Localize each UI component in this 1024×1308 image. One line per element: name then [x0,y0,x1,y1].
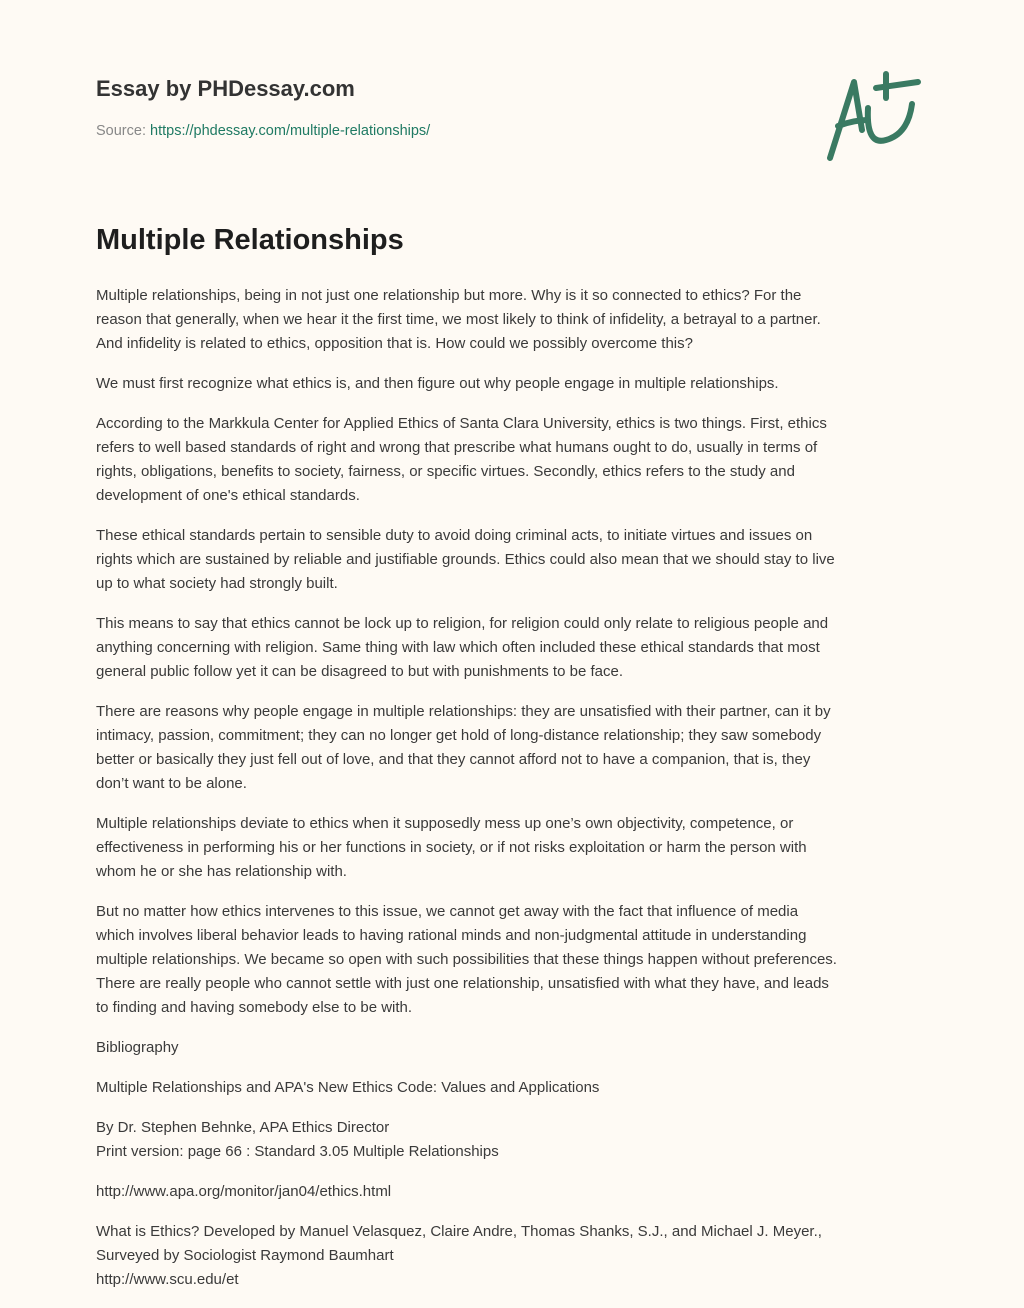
paragraph-line: And infidelity is related to ethics, opposition that is. How could we possibly overcome this? [96,335,693,352]
paragraph-line: There are reasons why people engage in multiple relationships: they are unsatisfied with their partner, can it by [96,703,831,720]
paragraph-line: Surveyed by Sociologist Raymond Baumhart [96,1247,394,1264]
source-line [96,123,430,139]
paragraph-line: Multiple relationships, being in not just one relationship but more. Why is it so connected to ethics? For the [96,287,802,304]
paragraph-line: intimacy, passion, commitment; they can no longer get hold of long-distance relationship; they saw somebody [96,727,822,744]
paragraph [96,372,936,396]
essay-title: Multiple Relationships [96,224,404,256]
paragraph-line: Multiple relationships deviate to ethics when it supposedly mess up one’s own objectivity, competence, or [96,815,794,832]
paragraph-line: According to the Markkula Center for Applied Ethics of Santa Clara University, ethics is two things. First, ethics [96,415,827,432]
paragraph [96,700,936,796]
paragraph [96,1180,936,1204]
paragraph-line: effectiveness in performing his or her functions in society, or if not risks exploitation or harm the person with [96,839,807,856]
paragraph-line: reason that generally, when we hear it the first time, we most likely to think of infidelity, a betrayal to a partner. [96,311,821,328]
paragraph-line: http://www.apa.org/monitor/jan04/ethics.html [96,1183,392,1200]
paragraph [96,1220,936,1292]
essay-body [96,284,936,1308]
paragraph-line: There are really people who cannot settle with just one relationship, unsatisfied with what they have, and leads [96,975,829,992]
paragraph-line: up to what society had strongly built. [96,575,338,592]
paragraph-line: This means to say that ethics cannot be lock up to religion, for religion could only relate to religious people and [96,615,829,632]
paragraph-line: rights, obligations, benefits to society, fairness, or specific virtues. Secondly, ethics refers to the study and [96,463,795,480]
paragraph [96,524,936,596]
paragraph [96,612,936,684]
source-label: Source: [96,123,146,139]
paragraph-line: rights which are sustained by reliable and justifiable grounds. Ethics could also mean that we should stay to live [96,551,835,568]
paragraph [96,900,936,1020]
paragraph-line: whom he or she has relationship with. [96,863,347,880]
paragraph-line: don’t want to be alone. [96,775,247,792]
paragraph-line: development of one's ethical standards. [96,487,360,504]
paragraph-line: anything concerning with religion. Same thing with law which often included these ethical standards that most [96,639,820,656]
paragraph [96,1076,936,1100]
paragraph [96,284,936,356]
paragraph-line: By Dr. Stephen Behnke, APA Ethics Director [96,1119,390,1136]
paragraph-line: to finding and having somebody else to be with. [96,999,413,1016]
paragraph [96,812,936,884]
paragraph-line: refers to well based standards of right and wrong that prescribe what humans ought to do, usually in terms of [96,439,818,456]
paragraph [96,1036,936,1060]
site-brand: Essay by PHDessay.com [96,76,355,101]
paragraph-line: Bibliography [96,1039,179,1056]
paragraph-line: Multiple Relationships and APA's New Ethics Code: Values and Applications [96,1079,600,1096]
paragraph-line: which involves liberal behavior leads to having rational minds and non-judgmental attitude in understanding [96,927,807,944]
paragraph [96,412,936,508]
paragraph-line: multiple relationships. We became so open with such possibilities that these things happen without preferences. [96,951,837,968]
paragraph-line: What is Ethics? Developed by Manuel Velasquez, Claire Andre, Thomas Shanks, S.J., and Michael J. Meyer., [96,1223,822,1240]
paragraph-line: But no matter how ethics intervenes to this issue, we cannot get away with the fact that influence of media [96,903,799,920]
paragraph-line: We must first recognize what ethics is, and then figure out why people engage in multiple relationships. [96,375,779,392]
paragraph-line: Print version: page 66 : Standard 3.05 Multiple Relationships [96,1143,499,1160]
source-link[interactable]: https://phdessay.com/multiple-relationships/ [150,123,431,139]
paragraph-line: http://www.scu.edu/et [96,1271,239,1288]
a-plus-logo-icon [820,68,930,164]
paragraph-line: These ethical standards pertain to sensible duty to avoid doing criminal acts, to initiate virtues and issues on [96,527,813,544]
paragraph-line: better or basically they just fell out of love, and that they cannot afford not to have a companion, that is, they [96,751,811,768]
paragraph [96,1116,936,1164]
paragraph-line: general public follow yet it can be disagreed to but with punishments to be face. [96,663,623,680]
